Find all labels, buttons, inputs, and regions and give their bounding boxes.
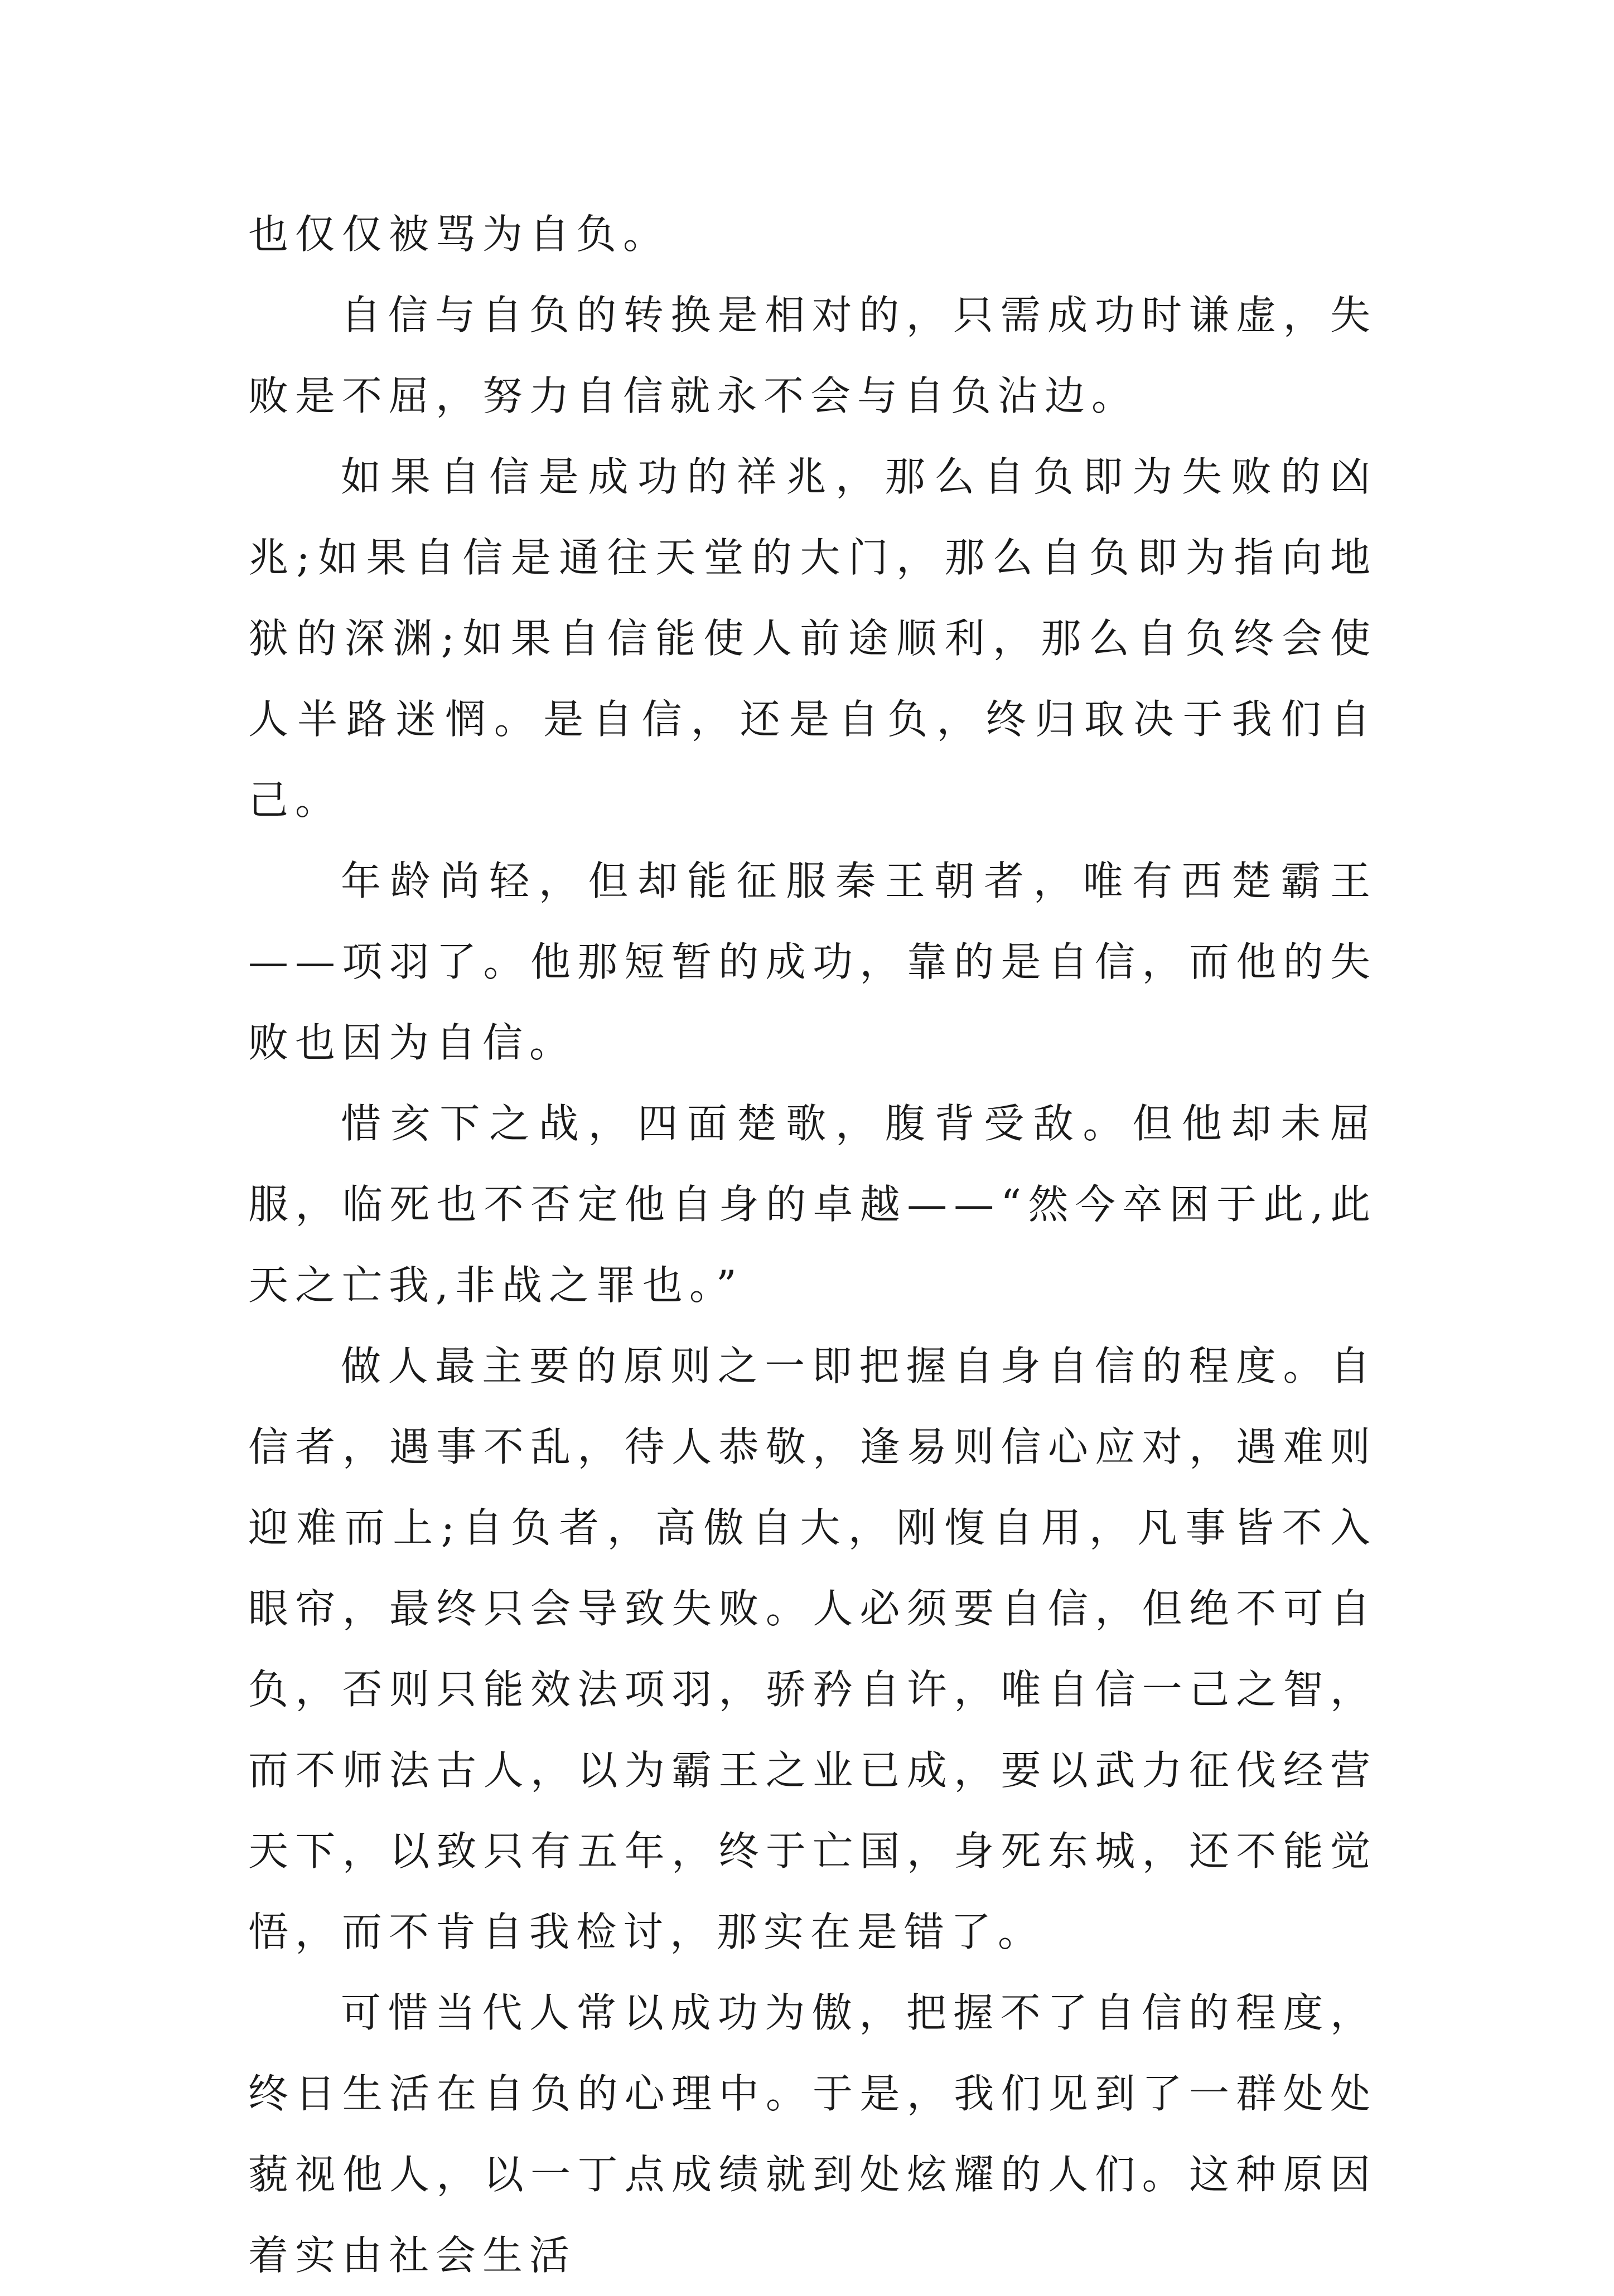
paragraph-3: 如果自信是成功的祥兆，那么自负即为失败的凶兆;如果自信是通往天堂的大门，那么自负即为指向地狱的深渊;如果自信能使人前途顺利，那么自负终会使人半路迷惘。是自信，还是自负，终归取决于我们自己。 bbox=[248, 453, 1377, 824]
paragraph-7: 可惜当代人常以成功为傲，把握不了自信的程度，终日生活在自负的心理中。于是，我们见到了一群处处藐视他人，以一丁点成绩就到处炫耀的人们。这种原因着实由社会生活 bbox=[248, 1989, 1377, 2279]
body-text bbox=[248, 194, 1377, 2296]
paragraph-4: 年龄尚轻，但却能征服秦王朝者，唯有西楚霸王——项羽了。他那短暂的成功，靠的是自信，而他的失败也因为自信。 bbox=[248, 858, 1377, 1066]
paragraph-2: 自信与自负的转换是相对的，只需成功时谦虚，失败是不屈，努力自信就永不会与自负沾边。 bbox=[248, 292, 1377, 419]
paragraph-6: 做人最主要的原则之一即把握自身自信的程度。自信者，遇事不乱，待人恭敬，逢易则信心应对，遇难则迎难而上;自负者，高傲自大，刚愎自用，凡事皆不入眼帘，最终只会导致失败。人必须要自信，但绝不可自负，否则只能效法项羽，骄矜自许，唯自信一己之智，而不师法古人，以为霸王之业已成，要以武力征伐经营天下，以致只有五年，终于亡国，身死东城，还不能觉悟，而不肯自我检讨，那实在是错了。 bbox=[248, 1343, 1377, 1955]
paragraph-5: 惜亥下之战，四面楚歌，腹背受敌。但他却未屈服，临死也不否定他自身的卓越——“然今卒困于此,此天之亡我,非战之罪也。” bbox=[248, 1100, 1377, 1309]
paragraph-1: 也仅仅被骂为自负。 bbox=[248, 211, 670, 258]
